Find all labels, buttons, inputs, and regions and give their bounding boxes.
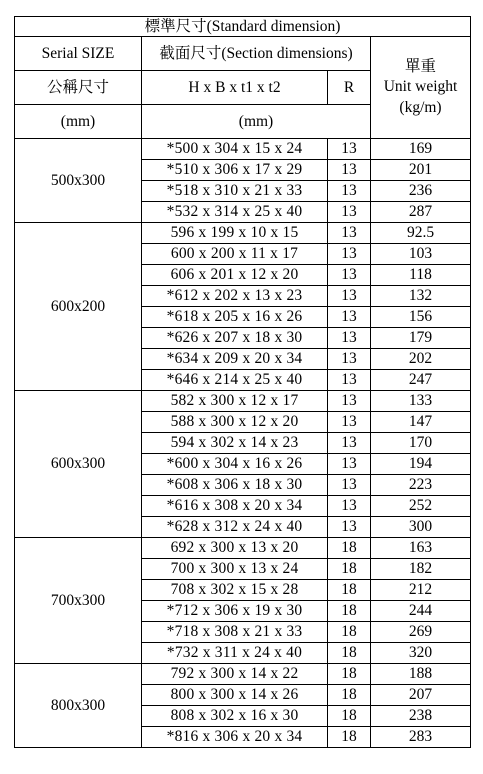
weight-cell: 92.5	[371, 223, 471, 244]
weight-cell: 169	[371, 139, 471, 160]
weight-cell: 156	[371, 307, 471, 328]
dimension-cell: *500 x 304 x 15 x 24	[142, 139, 328, 160]
weight-cell: 179	[371, 328, 471, 349]
table-row	[15, 538, 471, 559]
table-row	[15, 664, 471, 685]
dimension-cell: *646 x 214 x 25 x 40	[142, 370, 328, 391]
unit-weight-en: Unit weight	[383, 78, 458, 96]
r-cell: 13	[328, 517, 371, 538]
unit-weight-header	[371, 37, 471, 139]
dimension-cell: *612 x 202 x 13 x 23	[142, 286, 328, 307]
r-cell: 13	[328, 412, 371, 433]
weight-cell: 269	[371, 622, 471, 643]
dimension-cell: *518 x 310 x 21 x 33	[142, 181, 328, 202]
dimension-cell: 708 x 302 x 15 x 28	[142, 580, 328, 601]
r-cell: 13	[328, 244, 371, 265]
table-row	[15, 223, 471, 244]
weight-cell: 133	[371, 391, 471, 412]
table-body	[15, 139, 471, 748]
section-dimensions-header: 截面尺寸(Section dimensions)	[142, 37, 371, 71]
dimension-cell: 594 x 302 x 14 x 23	[142, 433, 328, 454]
weight-cell: 244	[371, 601, 471, 622]
spec-sheet	[14, 16, 470, 748]
r-cell: 13	[328, 265, 371, 286]
weight-cell: 207	[371, 685, 471, 706]
hbt-header: H x B x t1 x t2	[142, 71, 328, 105]
r-cell: 18	[328, 559, 371, 580]
table-title: 標準尺寸(Standard dimension)	[15, 17, 471, 37]
header-row-1	[15, 37, 471, 71]
table-row	[15, 391, 471, 412]
weight-cell: 320	[371, 643, 471, 664]
r-cell: 13	[328, 454, 371, 475]
dimension-cell: *618 x 205 x 16 x 26	[142, 307, 328, 328]
unit-weight-unit: (kg/m)	[399, 98, 442, 116]
dimension-cell: *628 x 312 x 24 x 40	[142, 517, 328, 538]
r-cell: 13	[328, 160, 371, 181]
r-cell: 13	[328, 349, 371, 370]
r-cell: 13	[328, 202, 371, 223]
serial-size-cell: 700x300	[15, 538, 142, 664]
dimension-cell: *608 x 306 x 18 x 30	[142, 475, 328, 496]
r-cell: 18	[328, 706, 371, 727]
weight-cell: 201	[371, 160, 471, 181]
dimension-cell: 606 x 201 x 12 x 20	[142, 265, 328, 286]
r-cell: 18	[328, 601, 371, 622]
mm-unit-left: (mm)	[15, 105, 142, 139]
r-cell: 13	[328, 286, 371, 307]
r-cell: 13	[328, 496, 371, 517]
dimension-cell: *712 x 306 x 19 x 30	[142, 601, 328, 622]
serial-size-cell: 500x300	[15, 139, 142, 223]
r-cell: 13	[328, 370, 371, 391]
dimension-cell: 692 x 300 x 13 x 20	[142, 538, 328, 559]
dimension-cell: 588 x 300 x 12 x 20	[142, 412, 328, 433]
weight-cell: 163	[371, 538, 471, 559]
r-cell: 18	[328, 685, 371, 706]
mm-unit-mid: (mm)	[142, 105, 371, 139]
dimension-cell: *634 x 209 x 20 x 34	[142, 349, 328, 370]
weight-cell: 118	[371, 265, 471, 286]
nominal-size-header: 公稱尺寸	[15, 71, 142, 105]
dimension-cell: 600 x 200 x 11 x 17	[142, 244, 328, 265]
dimension-cell: *510 x 306 x 17 x 29	[142, 160, 328, 181]
dimension-cell: 800 x 300 x 14 x 26	[142, 685, 328, 706]
dimension-cell: 596 x 199 x 10 x 15	[142, 223, 328, 244]
r-cell: 13	[328, 328, 371, 349]
weight-cell: 287	[371, 202, 471, 223]
weight-cell: 182	[371, 559, 471, 580]
weight-cell: 252	[371, 496, 471, 517]
dimension-cell: 700 x 300 x 13 x 24	[142, 559, 328, 580]
r-cell: 13	[328, 181, 371, 202]
r-header: R	[328, 71, 371, 105]
table-header	[15, 17, 471, 139]
r-cell: 13	[328, 475, 371, 496]
table-row	[15, 139, 471, 160]
weight-cell: 300	[371, 517, 471, 538]
dimension-cell: *732 x 311 x 24 x 40	[142, 643, 328, 664]
r-cell: 13	[328, 139, 371, 160]
dimension-cell: 808 x 302 x 16 x 30	[142, 706, 328, 727]
r-cell: 18	[328, 664, 371, 685]
serial-size-cell: 600x300	[15, 391, 142, 538]
r-cell: 18	[328, 622, 371, 643]
dimension-cell: *816 x 306 x 20 x 34	[142, 727, 328, 748]
weight-cell: 238	[371, 706, 471, 727]
dimension-cell: *616 x 308 x 20 x 34	[142, 496, 328, 517]
r-cell: 13	[328, 223, 371, 244]
r-cell: 18	[328, 727, 371, 748]
serial-size-cell: 600x200	[15, 223, 142, 391]
weight-cell: 202	[371, 349, 471, 370]
dimension-cell: 792 x 300 x 14 x 22	[142, 664, 328, 685]
serial-size-header: Serial SIZE	[15, 37, 142, 71]
weight-cell: 212	[371, 580, 471, 601]
weight-cell: 236	[371, 181, 471, 202]
serial-size-cell: 800x300	[15, 664, 142, 748]
weight-cell: 247	[371, 370, 471, 391]
r-cell: 18	[328, 538, 371, 559]
standard-dimension-table	[14, 16, 471, 748]
weight-cell: 170	[371, 433, 471, 454]
weight-cell: 188	[371, 664, 471, 685]
dimension-cell: *718 x 308 x 21 x 33	[142, 622, 328, 643]
dimension-cell: 582 x 300 x 12 x 17	[142, 391, 328, 412]
dimension-cell: *532 x 314 x 25 x 40	[142, 202, 328, 223]
weight-cell: 194	[371, 454, 471, 475]
weight-cell: 283	[371, 727, 471, 748]
header-row-title	[15, 17, 471, 37]
dimension-cell: *626 x 207 x 18 x 30	[142, 328, 328, 349]
weight-cell: 132	[371, 286, 471, 307]
dimension-cell: *600 x 304 x 16 x 26	[142, 454, 328, 475]
r-cell: 13	[328, 391, 371, 412]
weight-cell: 223	[371, 475, 471, 496]
weight-cell: 103	[371, 244, 471, 265]
r-cell: 18	[328, 580, 371, 601]
r-cell: 18	[328, 643, 371, 664]
weight-cell: 147	[371, 412, 471, 433]
r-cell: 13	[328, 433, 371, 454]
unit-weight-zh: 單重	[405, 58, 437, 76]
r-cell: 13	[328, 307, 371, 328]
